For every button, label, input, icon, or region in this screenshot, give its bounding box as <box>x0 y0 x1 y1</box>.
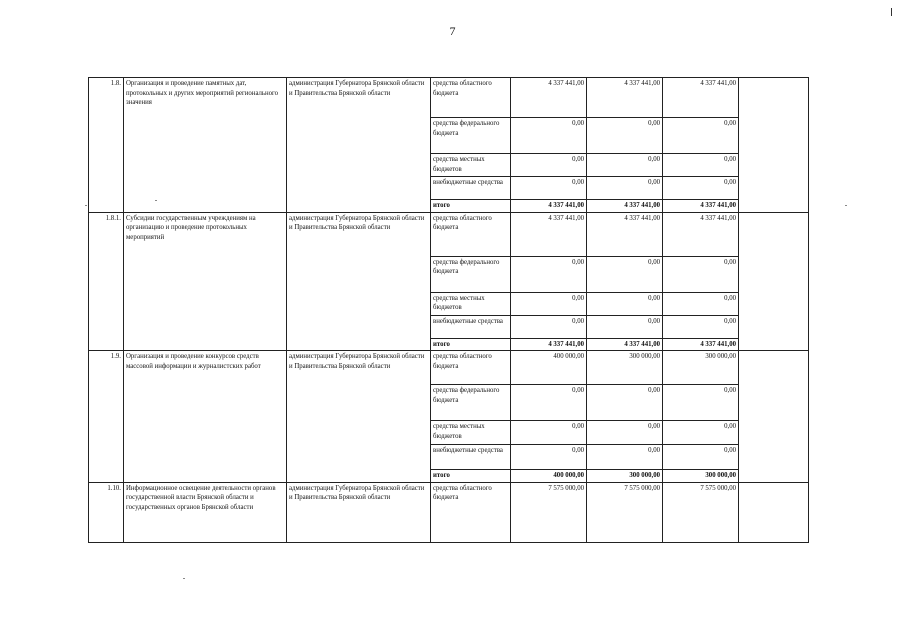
amount-cell: 0,00 <box>511 385 587 421</box>
amount-cell: 0,00 <box>511 118 587 154</box>
source-label: внебюджетные средства <box>431 315 511 338</box>
executor-name: администрация Губернатора Брянской области и Правительства Брянской области <box>287 78 431 213</box>
amount-cell: 0,00 <box>663 445 739 470</box>
page-number: 7 <box>449 24 456 38</box>
amount-cell: 0,00 <box>587 315 663 338</box>
source-label: средства местных бюджетов <box>431 421 511 445</box>
source-label: итого <box>431 338 511 351</box>
budget-table-body <box>89 78 809 543</box>
activity-name: Организация и проведение памятных дат, протокольных и других мероприятий регионального значения <box>124 78 287 213</box>
empty-cell <box>739 482 809 542</box>
amount-cell: 0,00 <box>587 154 663 177</box>
source-label: итого <box>431 200 511 213</box>
amount-cell: 0,00 <box>511 154 587 177</box>
executor-name: администрация Губернатора Брянской области и Правительства Брянской области <box>287 212 431 351</box>
source-label: средства областного бюджета <box>431 351 511 385</box>
amount-cell: 4 337 441,00 <box>587 200 663 213</box>
amount-cell: 0,00 <box>587 256 663 292</box>
amount-cell: 7 575 000,00 <box>511 482 587 542</box>
executor-name: администрация Губернатора Брянской области и Правительства Брянской области <box>287 351 431 483</box>
source-label: средства федерального бюджета <box>431 385 511 421</box>
amount-cell: 4 337 441,00 <box>663 200 739 213</box>
item-code: 1.10. <box>89 482 124 542</box>
amount-cell: 7 575 000,00 <box>663 482 739 542</box>
source-label: средства областного бюджета <box>431 212 511 256</box>
table-row <box>89 212 809 256</box>
source-label: средства областного бюджета <box>431 482 511 542</box>
amount-cell: 0,00 <box>587 118 663 154</box>
empty-cell <box>739 351 809 483</box>
amount-cell: 300 000,00 <box>663 351 739 385</box>
amount-cell: 0,00 <box>663 385 739 421</box>
source-label: внебюджетные средства <box>431 445 511 470</box>
amount-cell: 300 000,00 <box>587 470 663 483</box>
item-code: 1.8.1. <box>89 212 124 351</box>
source-label: средства федерального бюджета <box>431 256 511 292</box>
activity-name: Информационное освещение деятельности органов государственной власти Брянской области и государственных органов Брянской области <box>124 482 287 542</box>
executor-name: администрация Губернатора Брянской области и Правительства Брянской области <box>287 482 431 542</box>
amount-cell: 4 337 441,00 <box>587 212 663 256</box>
source-label: средства федерального бюджета <box>431 118 511 154</box>
budget-table <box>88 77 809 543</box>
amount-cell: 300 000,00 <box>587 351 663 385</box>
amount-cell: 0,00 <box>511 177 587 200</box>
amount-cell: 0,00 <box>587 385 663 421</box>
amount-cell: 0,00 <box>511 256 587 292</box>
scan-speck <box>85 205 87 206</box>
amount-cell: 0,00 <box>663 315 739 338</box>
table-row <box>89 351 809 385</box>
amount-cell: 0,00 <box>663 421 739 445</box>
amount-cell: 4 337 441,00 <box>511 200 587 213</box>
empty-cell <box>739 212 809 351</box>
table-row <box>89 78 809 118</box>
amount-cell: 4 337 441,00 <box>511 78 587 118</box>
scan-edge-mark <box>891 8 892 16</box>
amount-cell: 4 337 441,00 <box>511 338 587 351</box>
amount-cell: 0,00 <box>663 292 739 315</box>
item-code: 1.9. <box>89 351 124 483</box>
amount-cell: 4 337 441,00 <box>663 78 739 118</box>
amount-cell: 0,00 <box>663 118 739 154</box>
amount-cell: 0,00 <box>587 177 663 200</box>
amount-cell: 4 337 441,00 <box>587 78 663 118</box>
amount-cell: 4 337 441,00 <box>663 212 739 256</box>
scan-speck <box>845 205 847 206</box>
empty-cell <box>739 78 809 213</box>
activity-name: Организация и проведение конкурсов средств массовой информации и журналистских работ <box>124 351 287 483</box>
amount-cell: 0,00 <box>663 154 739 177</box>
amount-cell: 0,00 <box>511 445 587 470</box>
amount-cell: 0,00 <box>511 292 587 315</box>
source-label: средства местных бюджетов <box>431 154 511 177</box>
amount-cell: 4 337 441,00 <box>511 212 587 256</box>
amount-cell: 0,00 <box>587 421 663 445</box>
amount-cell: 4 337 441,00 <box>587 338 663 351</box>
source-label: итого <box>431 470 511 483</box>
amount-cell: 300 000,00 <box>663 470 739 483</box>
activity-name: Субсидии государственным учреждениям на организацию и проведение протокольных мероприятий <box>124 212 287 351</box>
amount-cell: 0,00 <box>511 315 587 338</box>
amount-cell: 0,00 <box>511 421 587 445</box>
amount-cell: 0,00 <box>587 292 663 315</box>
table-row <box>89 482 809 542</box>
scan-speck <box>183 578 185 579</box>
amount-cell: 0,00 <box>663 177 739 200</box>
item-code: 1.8. <box>89 78 124 213</box>
amount-cell: 4 337 441,00 <box>663 338 739 351</box>
source-label: средства местных бюджетов <box>431 292 511 315</box>
source-label: внебюджетные средства <box>431 177 511 200</box>
amount-cell: 400 000,00 <box>511 351 587 385</box>
amount-cell: 0,00 <box>663 256 739 292</box>
amount-cell: 0,00 <box>587 445 663 470</box>
source-label: средства областного бюджета <box>431 78 511 118</box>
amount-cell: 400 000,00 <box>511 470 587 483</box>
amount-cell: 7 575 000,00 <box>587 482 663 542</box>
